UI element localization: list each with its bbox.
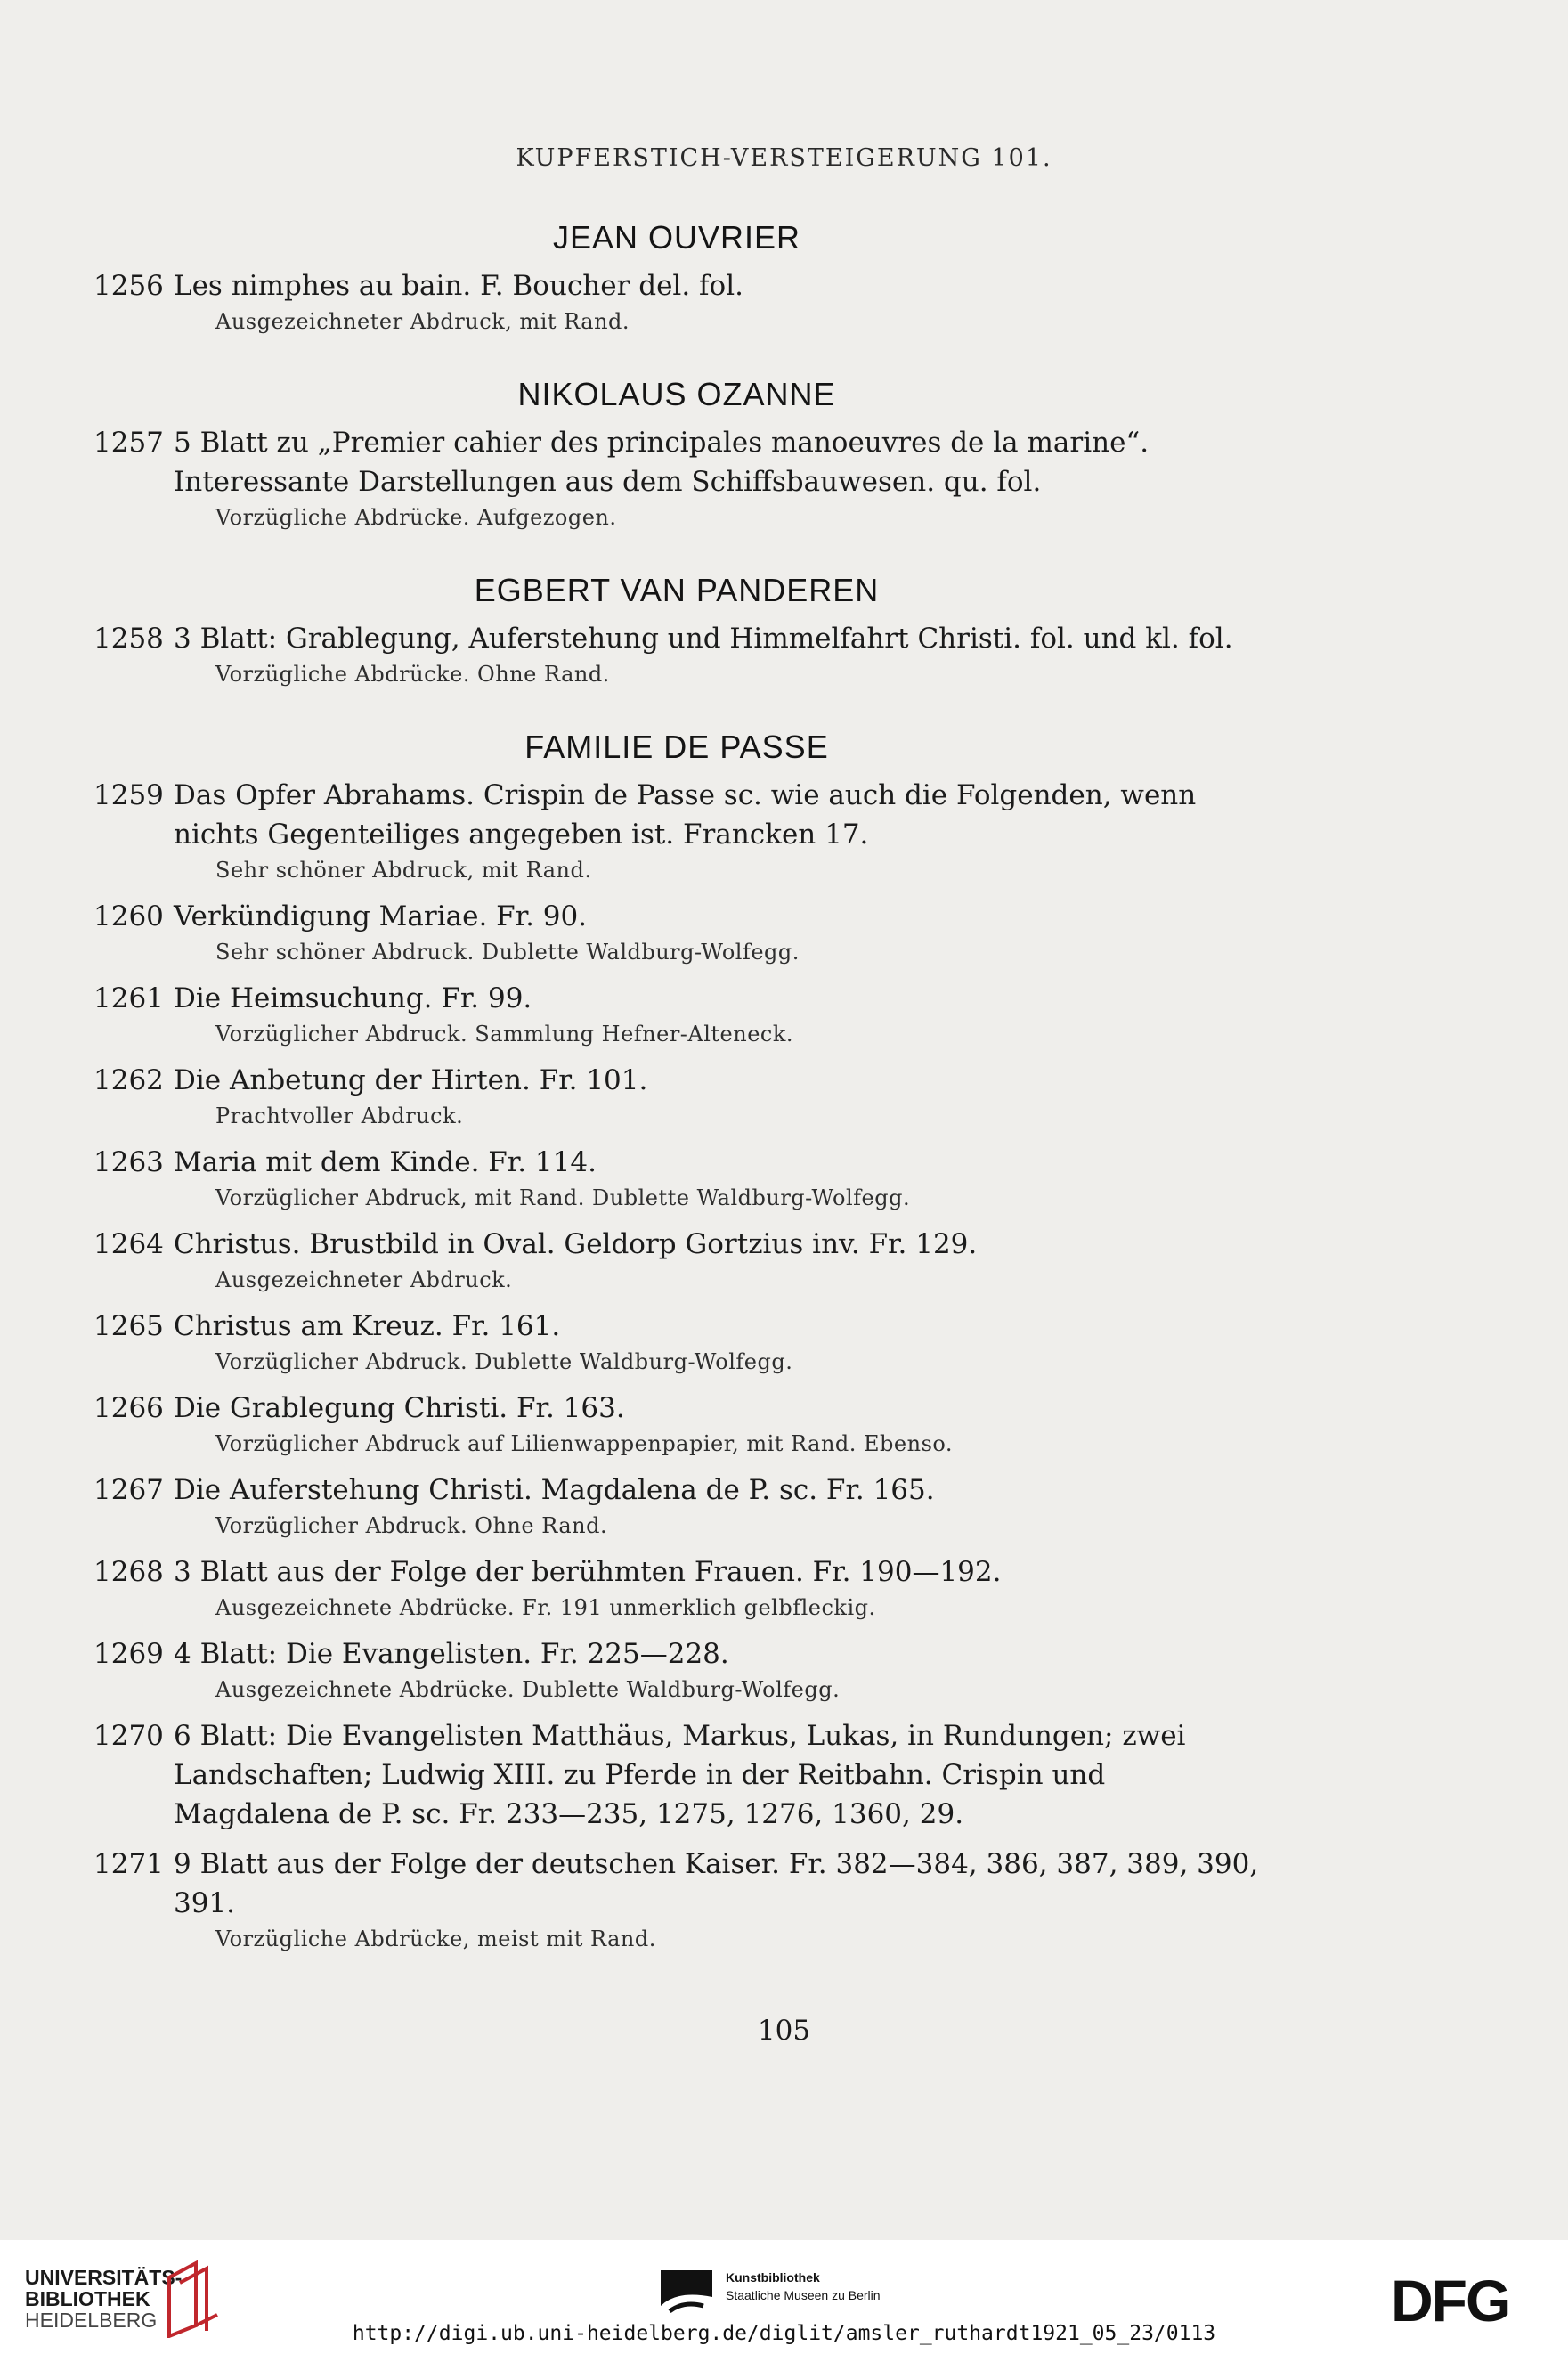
lot-description: Maria mit dem Kinde. Fr. 114.	[174, 1146, 597, 1178]
lot-number: 1262	[93, 1064, 164, 1096]
entry-body	[174, 266, 1260, 338]
lot-number: 1260	[93, 900, 164, 933]
condition-note: Vorzügliche Abdrücke. Ohne Rand.	[215, 662, 610, 687]
condition-note: Vorzüglicher Abdruck. Ohne Rand.	[215, 1513, 608, 1538]
lot-description: 4 Blatt: Die Evangelisten. Fr. 225—228.	[174, 1638, 729, 1670]
artist-heading: JEAN OUVRIER	[552, 219, 801, 256]
entry-body	[174, 776, 1260, 886]
lot-description: Das Opfer Abrahams. Crispin de Passe sc. wie auch die Folgenden, wenn nichts Gegenteiliges angegeben ist. Francken 17.	[174, 779, 1197, 851]
entry-body	[174, 1845, 1260, 1955]
entry-body	[174, 1470, 1260, 1542]
lot-number: 1263	[93, 1146, 164, 1178]
catalog-entry	[93, 1470, 1260, 1542]
catalog-entry	[93, 1143, 1260, 1214]
lot-description: Christus. Brustbild in Oval. Geldorp Gortzius inv. Fr. 129.	[174, 1228, 978, 1260]
lot-description: 9 Blatt aus der Folge der deutschen Kaiser. Fr. 382—384, 386, 387, 389, 390, 391.	[174, 1848, 1259, 1919]
lot-number: 1257	[93, 427, 164, 459]
lot-number: 1259	[93, 779, 164, 811]
catalog-entry	[93, 266, 1260, 338]
lot-description: Christus am Kreuz. Fr. 161.	[174, 1310, 561, 1342]
lot-number: 1269	[93, 1638, 164, 1670]
footer-bar	[0, 2240, 1568, 2354]
catalog-entry	[93, 1634, 1260, 1706]
kb-subtitle: Staatliche Museen zu Berlin	[726, 2288, 881, 2302]
catalog-entry	[93, 619, 1260, 690]
catalog-entry	[93, 897, 1260, 968]
condition-note: Vorzüglicher Abdruck auf Lilienwappenpapier, mit Rand. Ebenso.	[215, 1431, 954, 1456]
lot-number: 1256	[93, 270, 164, 302]
condition-note: Ausgezeichnete Abdrücke. Fr. 191 unmerklich gelbfleckig.	[215, 1595, 876, 1620]
kunstbibliothek-label[interactable]	[726, 2268, 881, 2304]
artist-heading: EGBERT VAN PANDEREN	[474, 572, 880, 608]
entry-body	[174, 1225, 1260, 1296]
catalog-entry	[93, 1552, 1260, 1624]
catalog-entry	[93, 1307, 1260, 1378]
catalog-entry	[93, 776, 1260, 886]
entry-body	[174, 1307, 1260, 1378]
catalog-entry	[93, 423, 1260, 534]
catalog-section	[93, 375, 1260, 534]
page-number: 105	[757, 2015, 811, 2047]
dfg-logo[interactable]: DFG	[1391, 2268, 1510, 2334]
lot-description: 6 Blatt: Die Evangelisten Matthäus, Markus, Lukas, in Rundungen; zwei Landschaften; Ludwig XIII. zu Pferde in der Reitbahn. Crispin und Magdalena de P. sc. Fr. 233—235, 1275, 1276, 1360, 29.	[174, 1720, 1186, 1830]
condition-note: Vorzügliche Abdrücke. Aufgezogen.	[215, 505, 617, 530]
entry-body	[174, 1061, 1260, 1132]
condition-note: Vorzüglicher Abdruck. Sammlung Hefner-Alteneck.	[215, 1022, 794, 1047]
lot-description: 5 Blatt zu „Premier cahier des principales manoeuvres de la marine“. Interessante Darstellungen aus dem Schiffsbauwesen. qu. fol.	[174, 427, 1150, 498]
entry-body	[174, 1634, 1260, 1706]
ub-line-2: BIBLIOTHEK	[25, 2287, 150, 2310]
condition-note: Vorzüglicher Abdruck. Dublette Waldburg-Wolfegg.	[215, 1349, 793, 1374]
lot-number: 1271	[93, 1848, 164, 1880]
kunstbibliothek-icon	[661, 2270, 712, 2322]
entry-body	[174, 1552, 1260, 1624]
catalog-entry	[93, 1845, 1260, 1955]
condition-note: Ausgezeichnete Abdrücke. Dublette Waldburg-Wolfegg.	[215, 1677, 841, 1702]
entry-body	[174, 1716, 1260, 1834]
catalog-entry	[93, 1389, 1260, 1460]
source-url[interactable]: http://digi.ub.uni-heidelberg.de/diglit/amsler_ruthardt1921_05_23/0113	[352, 2322, 1216, 2345]
lot-description: Die Auferstehung Christi. Magdalena de P. sc. Fr. 165.	[174, 1474, 935, 1506]
ub-line-1: UNIVERSITÄTS-	[25, 2266, 183, 2289]
lot-description: Die Heimsuchung. Fr. 99.	[174, 982, 532, 1014]
lot-description: Verkündigung Mariae. Fr. 90.	[174, 900, 588, 933]
kb-title: Kunstbibliothek	[726, 2270, 820, 2285]
lot-number: 1264	[93, 1228, 164, 1260]
entry-body	[174, 619, 1260, 690]
lot-number: 1265	[93, 1310, 164, 1342]
ub-line-3: HEIDELBERG	[25, 2309, 158, 2332]
lot-number: 1266	[93, 1392, 164, 1424]
catalog-section	[93, 728, 1260, 1955]
condition-note: Prachtvoller Abdruck.	[215, 1104, 464, 1128]
catalog-section	[93, 571, 1260, 690]
catalog-section	[93, 218, 1260, 338]
lot-description: 3 Blatt: Grablegung, Auferstehung und Himmelfahrt Christi. fol. und kl. fol.	[174, 623, 1233, 655]
catalog-entry	[93, 1716, 1260, 1834]
entry-body	[174, 1389, 1260, 1460]
running-head: KUPFERSTICH-VERSTEIGERUNG 101.	[516, 144, 1052, 172]
condition-note: Vorzügliche Abdrücke, meist mit Rand.	[215, 1926, 656, 1951]
lot-description: 3 Blatt aus der Folge der berühmten Frauen. Fr. 190—192.	[174, 1556, 1002, 1588]
artist-heading: NIKOLAUS OZANNE	[517, 376, 836, 412]
catalog-content	[93, 218, 1260, 1992]
lot-description: Les nimphes au bain. F. Boucher del. fol.	[174, 270, 743, 302]
lot-number: 1261	[93, 982, 164, 1014]
lot-number: 1267	[93, 1474, 164, 1506]
lot-number: 1258	[93, 623, 164, 655]
condition-note: Sehr schöner Abdruck, mit Rand.	[215, 858, 592, 883]
entry-body	[174, 897, 1260, 968]
catalog-entry	[93, 1225, 1260, 1296]
lot-number: 1270	[93, 1720, 164, 1752]
catalog-entry	[93, 1061, 1260, 1132]
artist-heading: FAMILIE DE PASSE	[524, 729, 829, 765]
entry-body	[174, 979, 1260, 1050]
condition-note: Sehr schöner Abdruck. Dublette Waldburg-Wolfegg.	[215, 940, 800, 965]
catalog-entry	[93, 979, 1260, 1050]
condition-note: Vorzüglicher Abdruck, mit Rand. Dublette Waldburg-Wolfegg.	[215, 1185, 911, 1210]
condition-note: Ausgezeichneter Abdruck.	[215, 1267, 513, 1292]
condition-note: Ausgezeichneter Abdruck, mit Rand.	[215, 309, 630, 334]
entry-body	[174, 1143, 1260, 1214]
lot-description: Die Anbetung der Hirten. Fr. 101.	[174, 1064, 648, 1096]
entry-body	[174, 423, 1260, 534]
lot-description: Die Grablegung Christi. Fr. 163.	[174, 1392, 625, 1424]
lot-number: 1268	[93, 1556, 164, 1588]
